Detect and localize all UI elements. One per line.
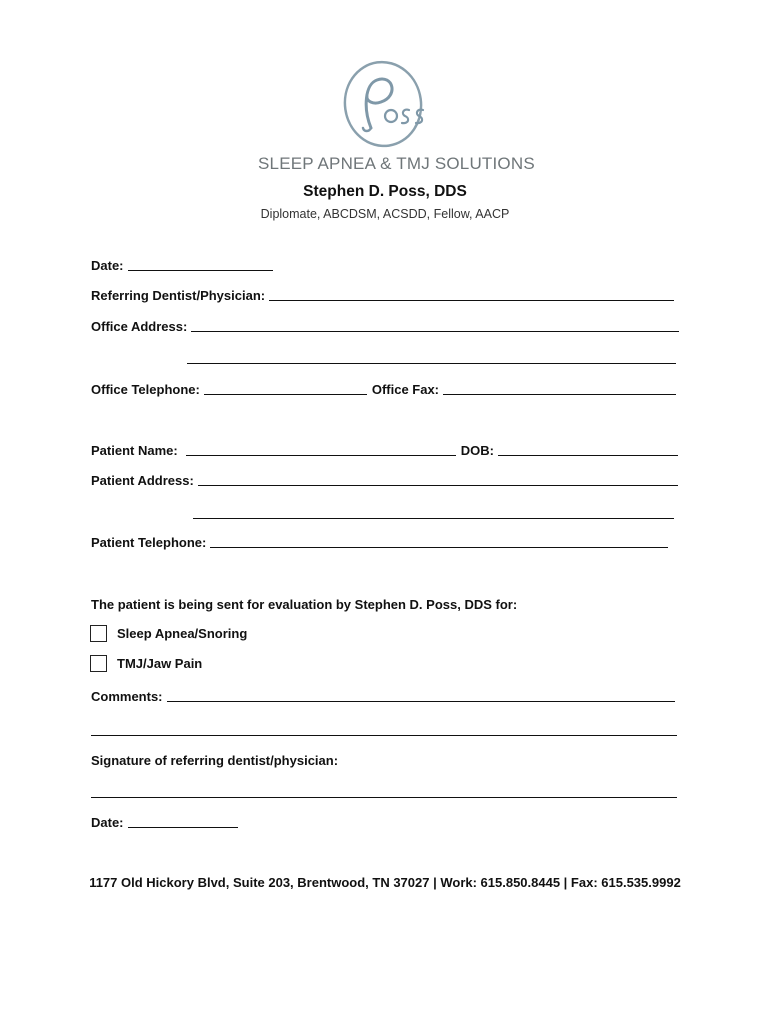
comments-label: Comments: xyxy=(91,689,163,704)
option-sleep-apnea[interactable] xyxy=(90,625,247,642)
sleep-apnea-label: Sleep Apnea/Snoring xyxy=(117,626,248,641)
patient-name-field[interactable] xyxy=(186,454,456,456)
office-telephone-field[interactable] xyxy=(204,393,367,395)
referrer-label: Referring Dentist/Physician: xyxy=(91,288,266,303)
patient-name-row xyxy=(91,443,678,458)
office-telephone-label: Office Telephone: xyxy=(91,382,200,397)
patient-address-field[interactable] xyxy=(198,484,678,486)
tmj-checkbox[interactable] xyxy=(90,655,107,672)
comments-row xyxy=(91,689,675,704)
signature-label-row xyxy=(91,753,338,768)
office-contact-row xyxy=(91,382,676,397)
doctor-credentials: Diplomate, ABCDSM, ACSDD, Fellow, AACP xyxy=(260,207,510,221)
patient-telephone-field[interactable] xyxy=(210,546,668,548)
tmj-label: TMJ/Jaw Pain xyxy=(117,656,203,671)
signature-date-field[interactable] xyxy=(128,826,238,828)
office-fax-label: Office Fax: xyxy=(371,382,440,397)
doctor-name: Stephen D. Poss, DDS xyxy=(303,183,467,200)
patient-name-label: Patient Name: xyxy=(91,443,178,458)
office-address-row xyxy=(91,319,679,334)
practice-logo xyxy=(258,58,535,178)
option-tmj[interactable] xyxy=(90,655,202,672)
signature-date-label: Date: xyxy=(91,815,124,830)
patient-telephone-row xyxy=(91,535,668,550)
logo-tagline: SLEEP APNEA & TMJ SOLUTIONS xyxy=(258,154,535,173)
footer-contact: 1177 Old Hickory Blvd, Suite 203, Brentwood, TN 37027 | Work: 615.850.8445 | Fax: 615.535.9992 xyxy=(89,875,681,890)
patient-address-field-line2[interactable] xyxy=(193,518,674,519)
evaluation-intro: The patient is being sent for evaluation by Stephen D. Poss, DDS for: xyxy=(91,597,518,612)
patient-address-label: Patient Address: xyxy=(91,473,194,488)
referral-date-row xyxy=(91,258,273,273)
referral-date-field[interactable] xyxy=(128,269,273,271)
poss-logo-mark xyxy=(333,58,437,150)
office-address-label: Office Address: xyxy=(91,319,188,334)
referrer-field[interactable] xyxy=(269,299,674,301)
patient-telephone-label: Patient Telephone: xyxy=(91,535,207,550)
comments-field-line2[interactable] xyxy=(91,735,677,736)
office-address-field[interactable] xyxy=(191,330,679,332)
referrer-row xyxy=(91,288,674,303)
signature-date-row xyxy=(91,815,238,830)
sleep-apnea-checkbox[interactable] xyxy=(90,625,107,642)
signature-label: Signature of referring dentist/physician: xyxy=(91,753,339,768)
patient-address-row xyxy=(91,473,678,488)
signature-field[interactable] xyxy=(91,797,677,798)
dob-field[interactable] xyxy=(498,454,678,456)
referral-date-label: Date: xyxy=(91,258,124,273)
office-address-field-line2[interactable] xyxy=(187,363,676,364)
office-fax-field[interactable] xyxy=(443,393,676,395)
dob-label: DOB: xyxy=(460,443,494,458)
comments-field[interactable] xyxy=(167,700,675,702)
